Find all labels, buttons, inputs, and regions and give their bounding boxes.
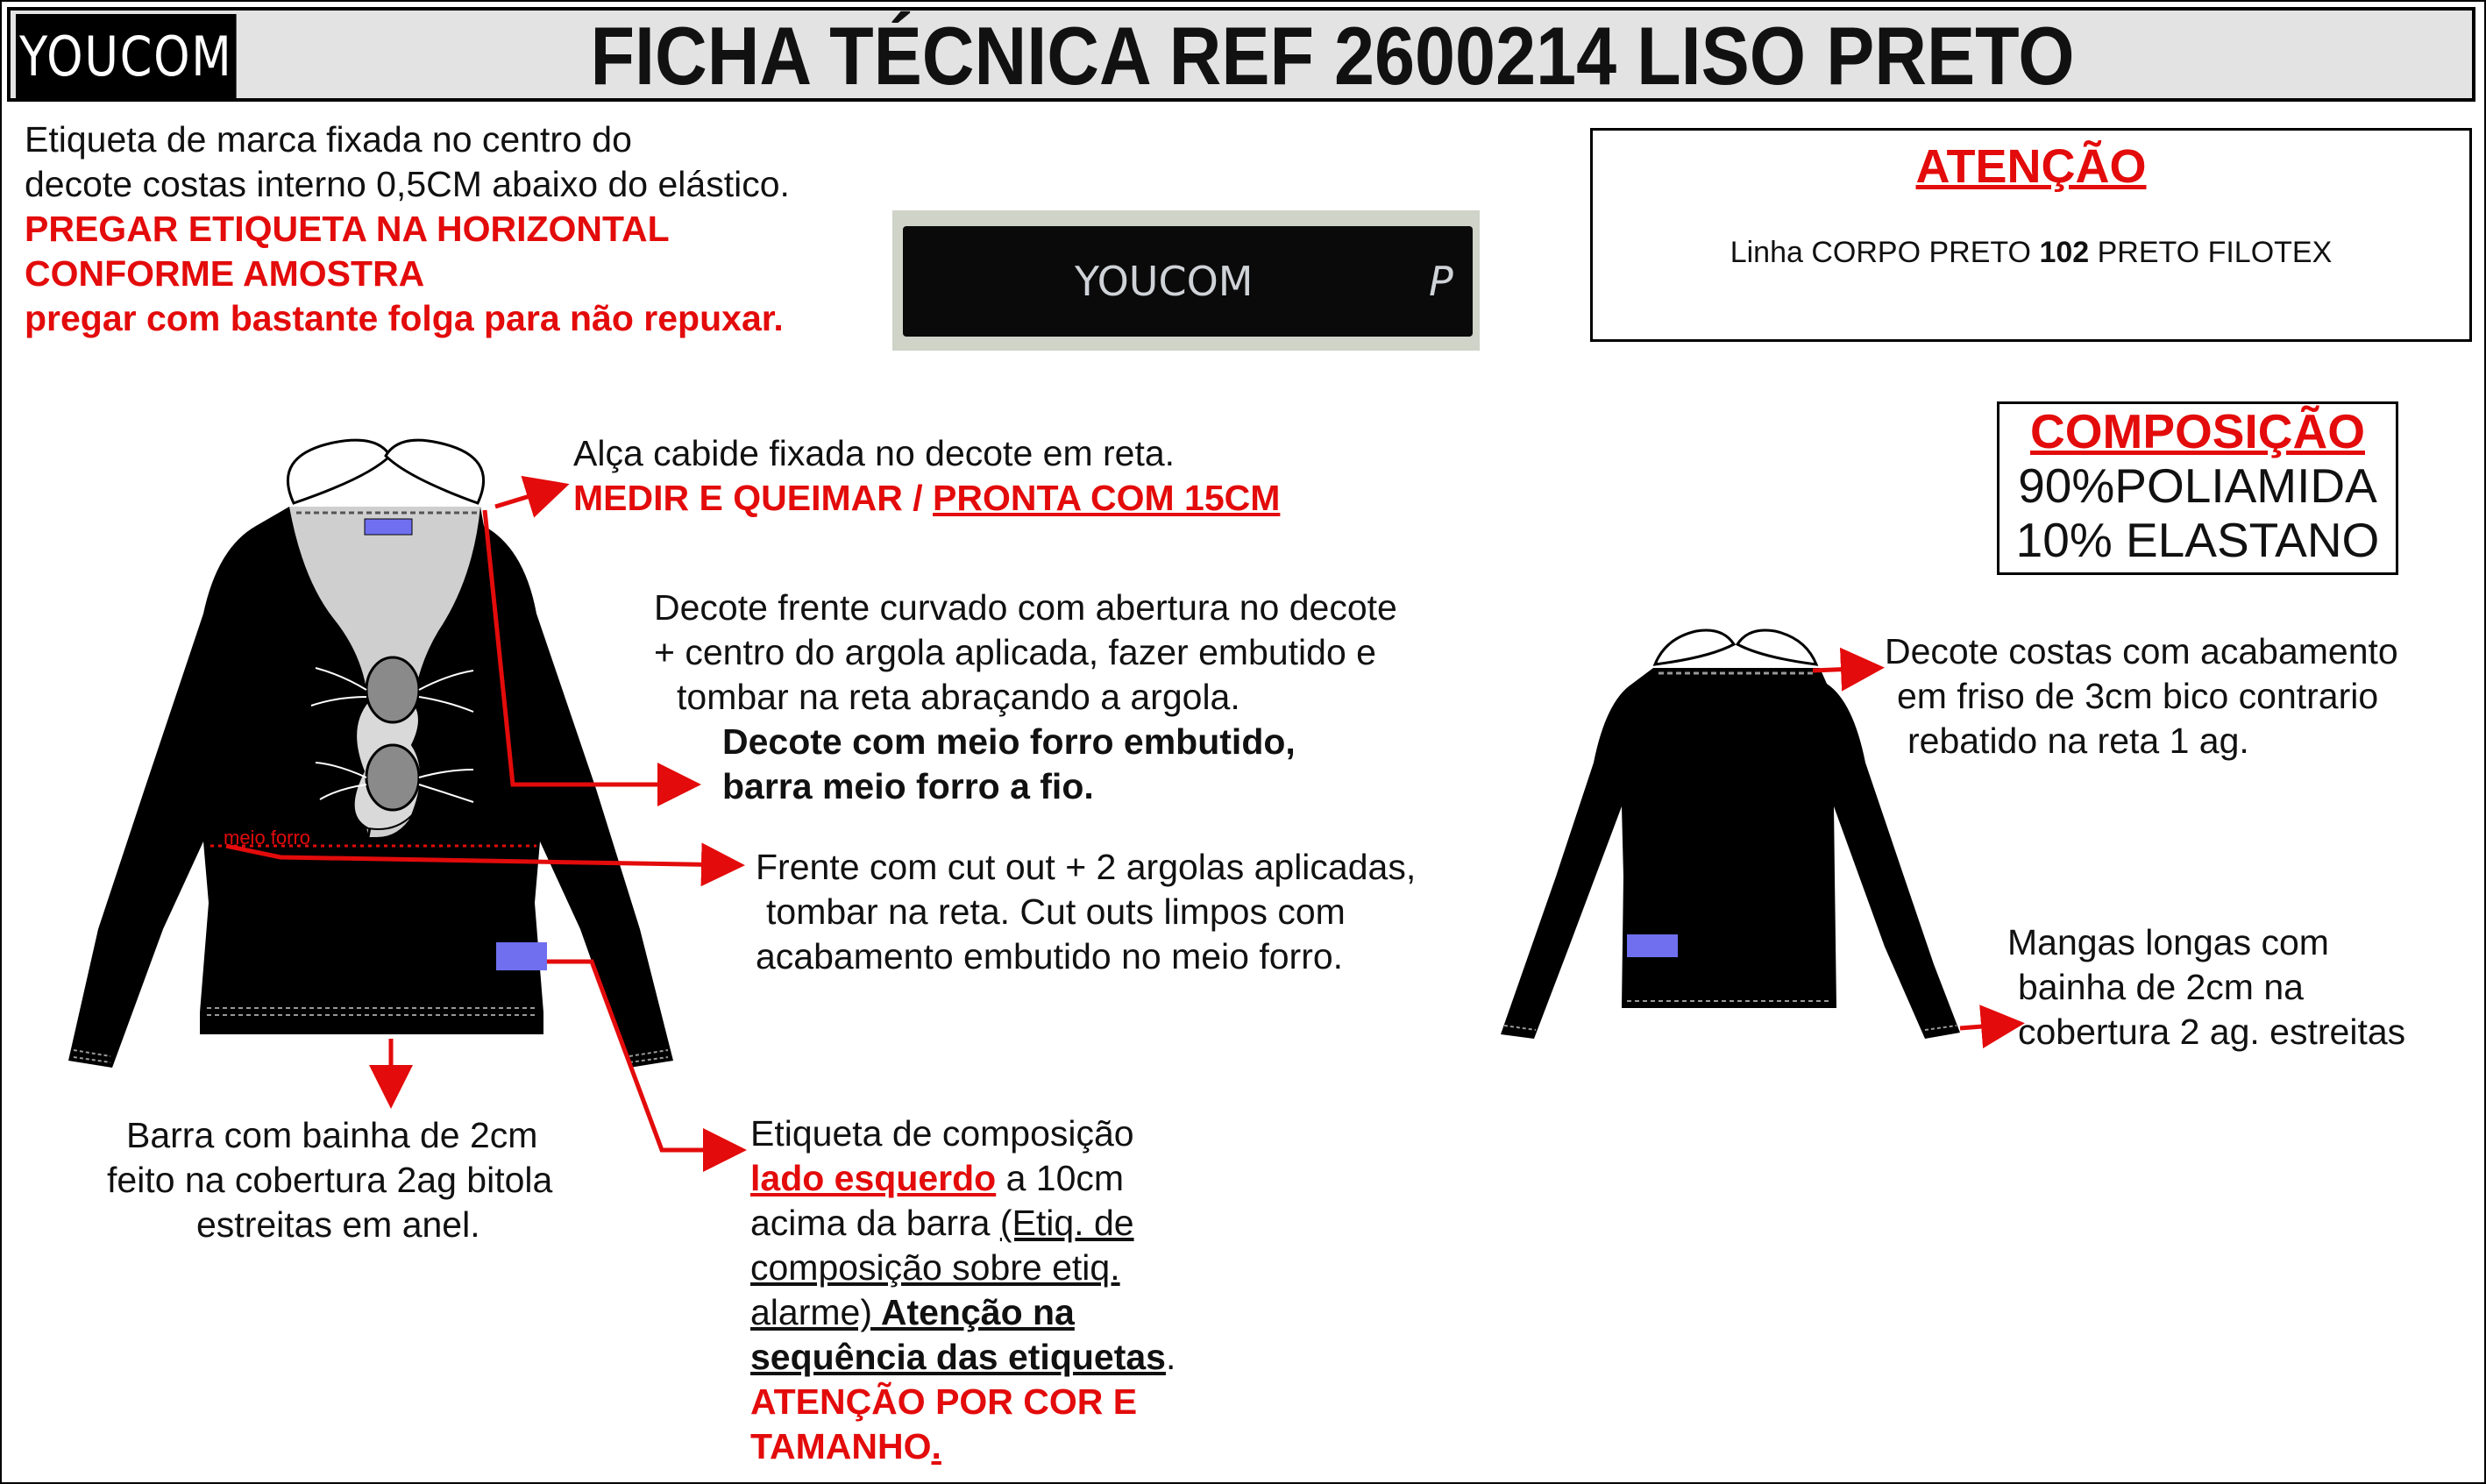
care-note-line2	[750, 1156, 1124, 1201]
neckline-note-bold2: barra meio forro a fio.	[722, 766, 1094, 806]
neckline-note-line3: tombar na reta abraçando a argola.	[677, 677, 1240, 717]
label-size-text: P	[1429, 258, 1453, 305]
cutout-note-line2: tombar na reta. Cut outs limpos com	[766, 891, 1346, 932]
hanger-red-a: MEDIR E QUEIMAR /	[573, 478, 934, 518]
page-title: FICHA TÉCNICA REF 2600214 LISO PRETO	[590, 10, 2075, 102]
back-garment-drawing	[1501, 630, 1960, 1039]
neckline-note-bold1: Decote com meio forro embutido,	[722, 721, 1296, 762]
hem-note-line1: Barra com bainha de 2cm	[126, 1115, 538, 1155]
neckline-note-line2: + centro do argola aplicada, fazer embutido e	[654, 632, 1376, 672]
hanger-note-red	[573, 476, 1280, 521]
care-note-red1: ATENÇÃO POR COR E	[750, 1381, 1138, 1422]
brand-label-red-line2: CONFORME AMOSTRA	[25, 253, 425, 294]
care-line3b: (Etiq. de	[999, 1203, 1134, 1243]
brand-label-note-line2: decote costas interno 0,5CM abaixo do elástico.	[25, 164, 790, 204]
care-note-red2	[750, 1424, 941, 1469]
brand-label-red-line1: PREGAR ETIQUETA NA HORIZONTAL	[25, 209, 670, 249]
care-note-line1: Etiqueta de composição	[750, 1113, 1134, 1154]
neckline-note-line1: Decote frente curvado com abertura no decote	[654, 587, 1397, 628]
composition-line1: 90%POLIAMIDA	[2018, 458, 2377, 513]
brand-logo: YOUCOM	[16, 14, 237, 98]
thread-suffix: PRETO FILOTEX	[2089, 236, 2333, 269]
sleeve-note-line3: cobertura 2 ag. estreitas	[2018, 1012, 2406, 1052]
thread-code: 102	[2039, 236, 2090, 269]
care-line3a: acima da barra	[750, 1203, 1000, 1243]
back-neck-note-line3: rebatido na reta 1 ag.	[1907, 721, 2249, 761]
care-note-line3	[750, 1201, 1134, 1246]
back-neck-note-line2: em friso de 3cm bico contrario	[1897, 676, 2379, 716]
front-garment-drawing	[68, 440, 673, 1068]
care-note-line6	[750, 1335, 1176, 1380]
composition-line2: 10% ELASTANO	[2015, 513, 2380, 567]
care-line6b: .	[1165, 1337, 1176, 1377]
care-line6a: sequência das etiquetas	[750, 1337, 1166, 1377]
sleeve-note-line1: Mangas longas com	[2007, 922, 2329, 962]
hem-note-line2: feito na cobertura 2ag bitola	[107, 1160, 553, 1200]
hanger-red-b: PRONTA COM 15CM	[933, 478, 1281, 518]
back-neck-note-line1: Decote costas com acabamento	[1885, 631, 2398, 671]
hanger-note-line1: Alça cabide fixada no decote em reta.	[573, 433, 1176, 473]
cutout-note-line1: Frente com cut out + 2 argolas aplicadas,	[756, 847, 1417, 887]
hem-note-line3: estreitas em anel.	[196, 1204, 480, 1245]
cutout-note-line3: acabamento embutido no meio forro.	[756, 936, 1344, 976]
brand-label-note-line1: Etiqueta de marca fixada no centro do	[25, 119, 632, 160]
label-brand-text: YOUCOM	[1075, 258, 1254, 305]
care-note-line4: composição sobre etiq.	[750, 1247, 1120, 1288]
brand-label-red-line3: pregar com bastante folga para não repuxar.	[25, 298, 784, 338]
lining-label: meio forro	[224, 827, 311, 849]
care-distance: a 10cm	[996, 1158, 1125, 1198]
care-red2b: .	[931, 1426, 941, 1466]
care-note-line5	[750, 1290, 1075, 1335]
thread-prefix: Linha CORPO PRETO	[1730, 236, 2040, 269]
attention-title: ATENÇÃO	[1915, 140, 2147, 193]
care-line5a: alarme)	[750, 1292, 872, 1332]
composition-title: COMPOSIÇÃO	[2030, 404, 2365, 458]
care-red2a: TAMANHO	[750, 1426, 932, 1466]
care-line5b: Atenção na	[871, 1292, 1075, 1332]
care-side: lado esquerdo	[750, 1158, 997, 1198]
sleeve-note-line2: bainha de 2cm na	[2018, 967, 2304, 1007]
